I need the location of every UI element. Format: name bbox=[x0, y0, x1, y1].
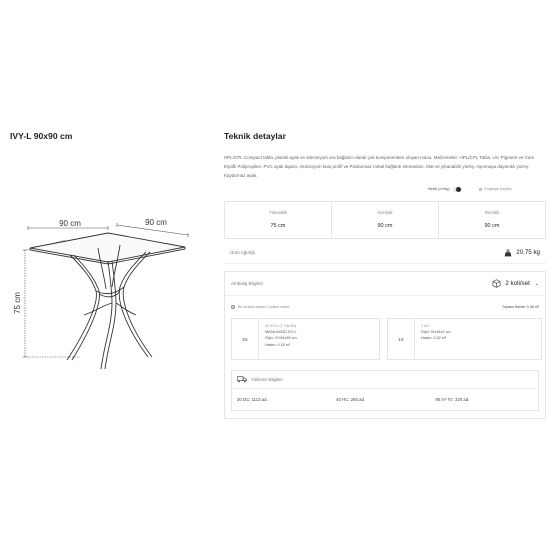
packaging-label: Ambalaj Bilgileri bbox=[231, 281, 264, 286]
package-line: Ölçü: 91x91x2 cm bbox=[421, 330, 451, 335]
package-line: Ölçü: 37x61x80 cm bbox=[265, 336, 297, 341]
loading-header bbox=[232, 371, 538, 389]
package-line: Hacim: 0.02 m³ bbox=[421, 336, 446, 341]
weight-row bbox=[224, 242, 546, 264]
dimension-width bbox=[332, 202, 439, 238]
section-title: Teknik detaylar bbox=[224, 131, 286, 141]
dimension-label: Yükseklik bbox=[268, 210, 288, 215]
weight-value-group bbox=[504, 249, 540, 257]
package-card bbox=[387, 318, 542, 360]
width-label: 90 cm bbox=[59, 219, 81, 228]
package-line: MASA AYAĞI IVY-L bbox=[265, 330, 297, 335]
dimension-depth bbox=[439, 202, 545, 238]
tabletop bbox=[30, 233, 185, 264]
imperial-radio-icon[interactable] bbox=[479, 188, 482, 191]
dimension-label: Genişlik bbox=[377, 210, 393, 215]
packaging-header bbox=[225, 272, 545, 296]
loading-values bbox=[232, 389, 538, 402]
loading-value: 90 m³ Tır: 320 ad. bbox=[435, 397, 470, 402]
info-icon: i bbox=[232, 305, 234, 309]
unit-toggle[interactable] bbox=[428, 184, 546, 194]
package-card bbox=[231, 318, 380, 360]
metric-option[interactable]: Metrik (cm/kg) bbox=[428, 187, 450, 191]
dimension-value: 90 cm bbox=[377, 223, 393, 229]
dimensions-table bbox=[224, 201, 546, 239]
weight-icon bbox=[504, 249, 512, 257]
depth-label: 90 cm bbox=[145, 218, 167, 227]
weight-label: Ürün Ağırlığı bbox=[230, 250, 256, 255]
weight-value: 20.75 kg bbox=[516, 249, 540, 256]
package-line: 20 KOLI (1 TAKIM) bbox=[265, 324, 297, 328]
package-details bbox=[415, 319, 457, 359]
product-title: IVY-L 90x90 cm bbox=[10, 131, 73, 141]
table-drawing bbox=[0, 205, 200, 375]
truck-icon bbox=[237, 376, 247, 383]
pallet-note-group bbox=[231, 305, 290, 309]
switch-knob bbox=[456, 187, 461, 192]
chevron-down-icon: ⌄ bbox=[534, 280, 539, 287]
product-description: HPL/CPL Compact tabla, plastik ayak ve alüminyum ara bağlantı olarak çok komponentten oluşan masa. Malzemeler: HPL/CPL Tabla, UV, Pigment ve Cam Elyaflı Polipropilen. PVC ayak tapası, Alüminyum kutu profil ve Paslanmaz metal bağlantı elemanları. Mat ve yıkanabilir yüzey. Aşınmaya dayanıklı yüzey. Kaydırmaz ayak. bbox=[224, 155, 535, 178]
dimension-label: Derinlik bbox=[484, 210, 500, 215]
imperial-option[interactable]: Emperyal (inç/lbs) bbox=[484, 187, 512, 191]
dimension-value: 90 cm bbox=[484, 223, 500, 229]
unit-switch[interactable] bbox=[453, 187, 462, 192]
package-qty: 2X bbox=[232, 319, 259, 359]
package-details bbox=[259, 319, 303, 359]
box-icon bbox=[492, 279, 501, 288]
loading-label: Yükleme Bilgileri bbox=[251, 377, 283, 382]
loading-panel bbox=[231, 370, 539, 411]
dimension-value: 75 cm bbox=[270, 223, 286, 229]
pallet-info bbox=[231, 305, 539, 309]
total-volume: Toplam Hacim: 0.38 m³ bbox=[502, 305, 539, 309]
loading-value: 20 DC: 1113 ad. bbox=[237, 397, 268, 402]
package-line: Hacim: 0.18 m³ bbox=[265, 342, 290, 347]
packaging-selected: 2 koli/set bbox=[505, 280, 530, 287]
packaging-panel bbox=[224, 271, 546, 419]
loading-value: 40 HC: 265 ad. bbox=[336, 397, 366, 402]
package-line: 1 AD. bbox=[421, 324, 431, 328]
package-qty: 1X bbox=[388, 319, 415, 359]
height-label: 75 cm bbox=[13, 292, 22, 314]
width-dimension bbox=[28, 219, 108, 230]
packaging-select[interactable] bbox=[492, 279, 539, 288]
dimension-height bbox=[225, 202, 332, 238]
pallet-note: Bu ürünün toplam 2 paket vardır. bbox=[238, 305, 291, 309]
depth-dimension bbox=[117, 218, 188, 237]
